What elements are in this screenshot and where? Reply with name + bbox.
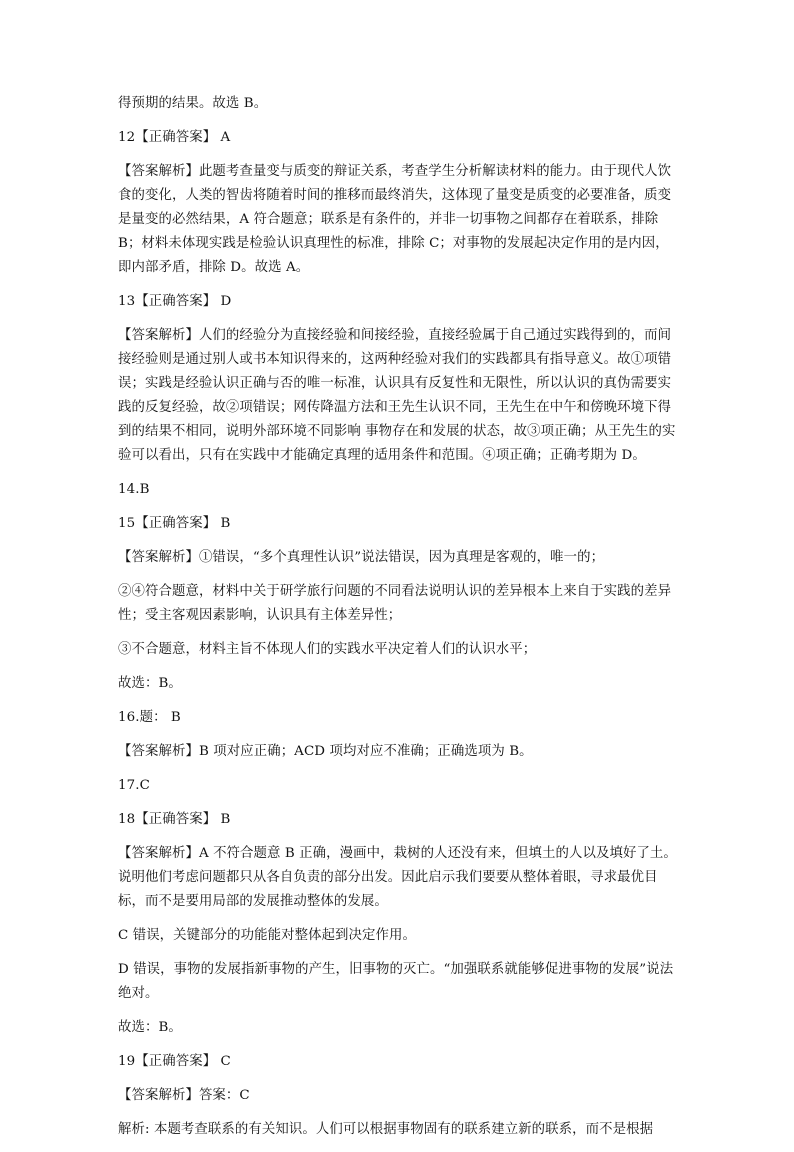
answer-heading-12: 12【正确答案】 A [118, 130, 231, 145]
answer-heading-19: 19【正确答案】 C [118, 1054, 231, 1069]
answer-explanation-19: 【答案解析】答案：C [118, 1088, 250, 1103]
answer-heading-13: 13【正确答案】 D [118, 294, 232, 309]
answer-conclusion-15: 故选：B。 [118, 676, 182, 691]
answer-analysis-19: 解析: 本题考查联系的有关知识。人们可以根据事物固有的联系建立新的联系，而不是根据 [118, 1122, 654, 1137]
answer-explanation-13: 【答案解析】人们的经验分为直接经验和间接经验，直接经验属于自己通过实践得到的，而间接经验则是通过别人或书本知识得来的，这两种经验对我们的实践都具有指导意义。故①项错误；实践是经验认识正确与否的唯一标准，认识具有反复性和无限性，所以认识的真伪需要实践的反复经验，故②项错误；网传降温方法和王先生认识不同，王先生在中午和傍晚环境下得到的结果不相同，说明外部环境不同影响 事物存在和发展的状态，故③项正确；从王先生的实验可以看出，只有在实践中才能确定真理的适用条件和范围。④项正确；正确考期为 D。 [118, 328, 676, 463]
answer-heading-15: 15【正确答案】 B [118, 516, 231, 531]
answer-14: 14.B [118, 482, 150, 497]
answer-document [118, 92, 678, 1152]
answer-heading-16: 16.题： B [118, 710, 181, 725]
answer-explanation-15-part3: ③不合题意，材料主旨不体现人们的实践水平决定着人们的认识水平； [118, 642, 537, 657]
answer-explanation-12: 【答案解析】此题考查量变与质变的辩证关系，考查学生分析解读材料的能力。由于现代人饮食的变化，人类的智齿将随着时间的推移而最终消失，这体现了量变是质变的必要准备，质变是量变的必然结果，A 符合题意；联系是有条件的，并非一切事物之间都存在着联系，排除 B；材料未体现实践是检验认识真理性的标准，排除 C；对事物的发展起决定作用的是内因，即内部矛盾，排除 D。故选 A。 [118, 164, 672, 275]
answer-explanation-18: 【答案解析】A 不符合题意 B 正确，漫画中，栽树的人还没有来，但填土的人以及填好了土。说明他们考虑问题都只从各自负责的部分出发。因此启示我们要要从整体着眼，寻求最优目标，而不是要用局部的发展推动整体的发展。 [118, 846, 677, 909]
answer-explanation-18-d: D 错误，事物的发展指新事物的产生，旧事物的灭亡。“加强联系就能够促进事物的发展”说法绝对。 [118, 962, 674, 1001]
answer-explanation-15: 【答案解析】①错误，“多个真理性认识”说法错误，因为真理是客观的，唯一的； [118, 550, 605, 565]
answer-explanation-16: 【答案解析】B 项对应正确；ACD 项均对应不准确；正确选项为 B。 [118, 744, 533, 759]
paragraph-continuation: 得预期的结果。故选 B。 [118, 96, 268, 111]
answer-17: 17.C [118, 778, 150, 793]
answer-heading-18: 18【正确答案】 B [118, 812, 231, 827]
answer-explanation-18-c: C 错误，关键部分的功能能对整体起到决定作用。 [118, 928, 417, 943]
answer-explanation-15-part2: ②④符合题意，材料中关于研学旅行问题的不同看法说明认识的差异根本上来自于实践的差异性；受主客观因素影响，认识具有主体差异性； [118, 584, 672, 623]
answer-conclusion-18: 故选：B。 [118, 1020, 182, 1035]
